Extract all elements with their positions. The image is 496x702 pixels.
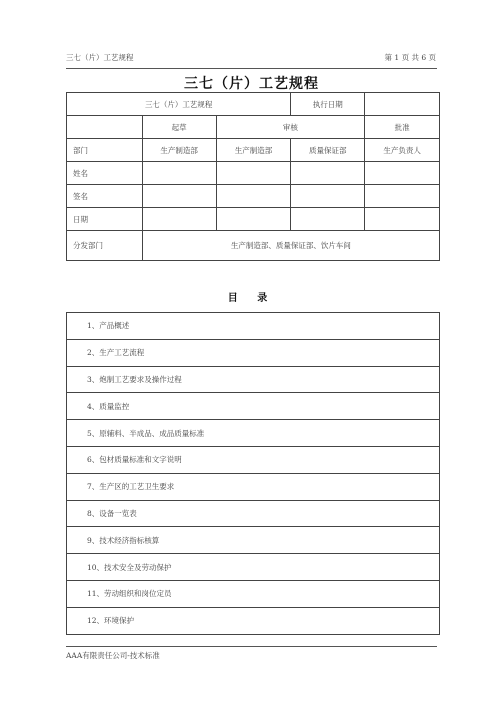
footer-text: AAA有限责任公司-技术标准 [66, 651, 160, 660]
signature-cell[interactable] [216, 185, 291, 208]
footer-divider [66, 646, 437, 647]
header-title: 三七（片）工艺规程 [66, 53, 134, 62]
table-row [67, 93, 440, 116]
date-cell[interactable] [291, 208, 365, 231]
name-label: 姓名 [67, 162, 143, 185]
toc-item-label: 9、技术经济指标核算 [67, 527, 440, 554]
toc-item [67, 313, 440, 340]
toc-item-label: 1、产品概述 [67, 313, 440, 340]
distribution-label: 分发部门 [67, 231, 143, 261]
column-draft: 起草 [142, 116, 216, 139]
dept-cell: 质量保证部 [291, 139, 365, 162]
toc-item [67, 366, 440, 393]
page-header [66, 52, 436, 66]
table-row [67, 208, 440, 231]
toc-item-label: 7、生产区的工艺卫生要求 [67, 473, 440, 500]
column-approve: 批准 [365, 116, 440, 139]
table-row [67, 162, 440, 185]
date-cell[interactable] [216, 208, 291, 231]
header-divider [66, 68, 437, 69]
name-cell[interactable] [365, 162, 440, 185]
dept-cell: 生产制造部 [142, 139, 216, 162]
date-cell[interactable] [142, 208, 216, 231]
name-cell[interactable] [291, 162, 365, 185]
table-row [67, 185, 440, 208]
empty-cell [67, 116, 143, 139]
toc-item [67, 580, 440, 607]
toc-item [67, 473, 440, 500]
procedure-name-cell: 三七（片）工艺规程 [67, 93, 291, 116]
toc-item [67, 554, 440, 581]
toc-item-label: 8、设备一览表 [67, 500, 440, 527]
signature-cell[interactable] [291, 185, 365, 208]
dept-label: 部门 [67, 139, 143, 162]
signature-cell[interactable] [142, 185, 216, 208]
toc-item-label: 10、技术安全及劳动保护 [67, 554, 440, 581]
signature-cell[interactable] [365, 185, 440, 208]
date-cell[interactable] [365, 208, 440, 231]
toc-item-label: 3、炮制工艺要求及操作过程 [67, 366, 440, 393]
toc-item [67, 500, 440, 527]
toc-title: 目 录 [227, 293, 276, 304]
toc-item-label: 5、原辅料、半成品、成品质量标准 [67, 420, 440, 447]
toc-item-label: 12、环境保护 [67, 607, 440, 634]
exec-date-value[interactable] [365, 93, 440, 116]
signature-label: 签名 [67, 185, 143, 208]
column-review: 审核 [216, 116, 365, 139]
toc-item [67, 420, 440, 447]
toc-item [67, 339, 440, 366]
dept-cell: 生产负责人 [365, 139, 440, 162]
toc-item-label: 6、包材质量标准和文字说明 [67, 446, 440, 473]
table-row [67, 116, 440, 139]
exec-date-label: 执行日期 [291, 93, 365, 116]
distribution-value: 生产制造部、质量保证部、饮片车间 [142, 231, 439, 261]
approval-table [66, 92, 440, 261]
date-label: 日期 [67, 208, 143, 231]
page-number: 第 1 页 共 6 页 [384, 53, 436, 62]
toc-table [66, 312, 440, 635]
toc-item-label: 11、劳动组织和岗位定员 [67, 580, 440, 607]
toc-item-label: 2、生产工艺流程 [67, 339, 440, 366]
name-cell[interactable] [142, 162, 216, 185]
name-cell[interactable] [216, 162, 291, 185]
toc-item [67, 393, 440, 420]
document-title: 三七（片）工艺规程 [184, 76, 319, 92]
dept-cell: 生产制造部 [216, 139, 291, 162]
toc-item [67, 527, 440, 554]
toc-item-label: 4、质量监控 [67, 393, 440, 420]
table-row [67, 231, 440, 261]
table-row [67, 139, 440, 162]
toc-item [67, 607, 440, 634]
toc-item [67, 446, 440, 473]
